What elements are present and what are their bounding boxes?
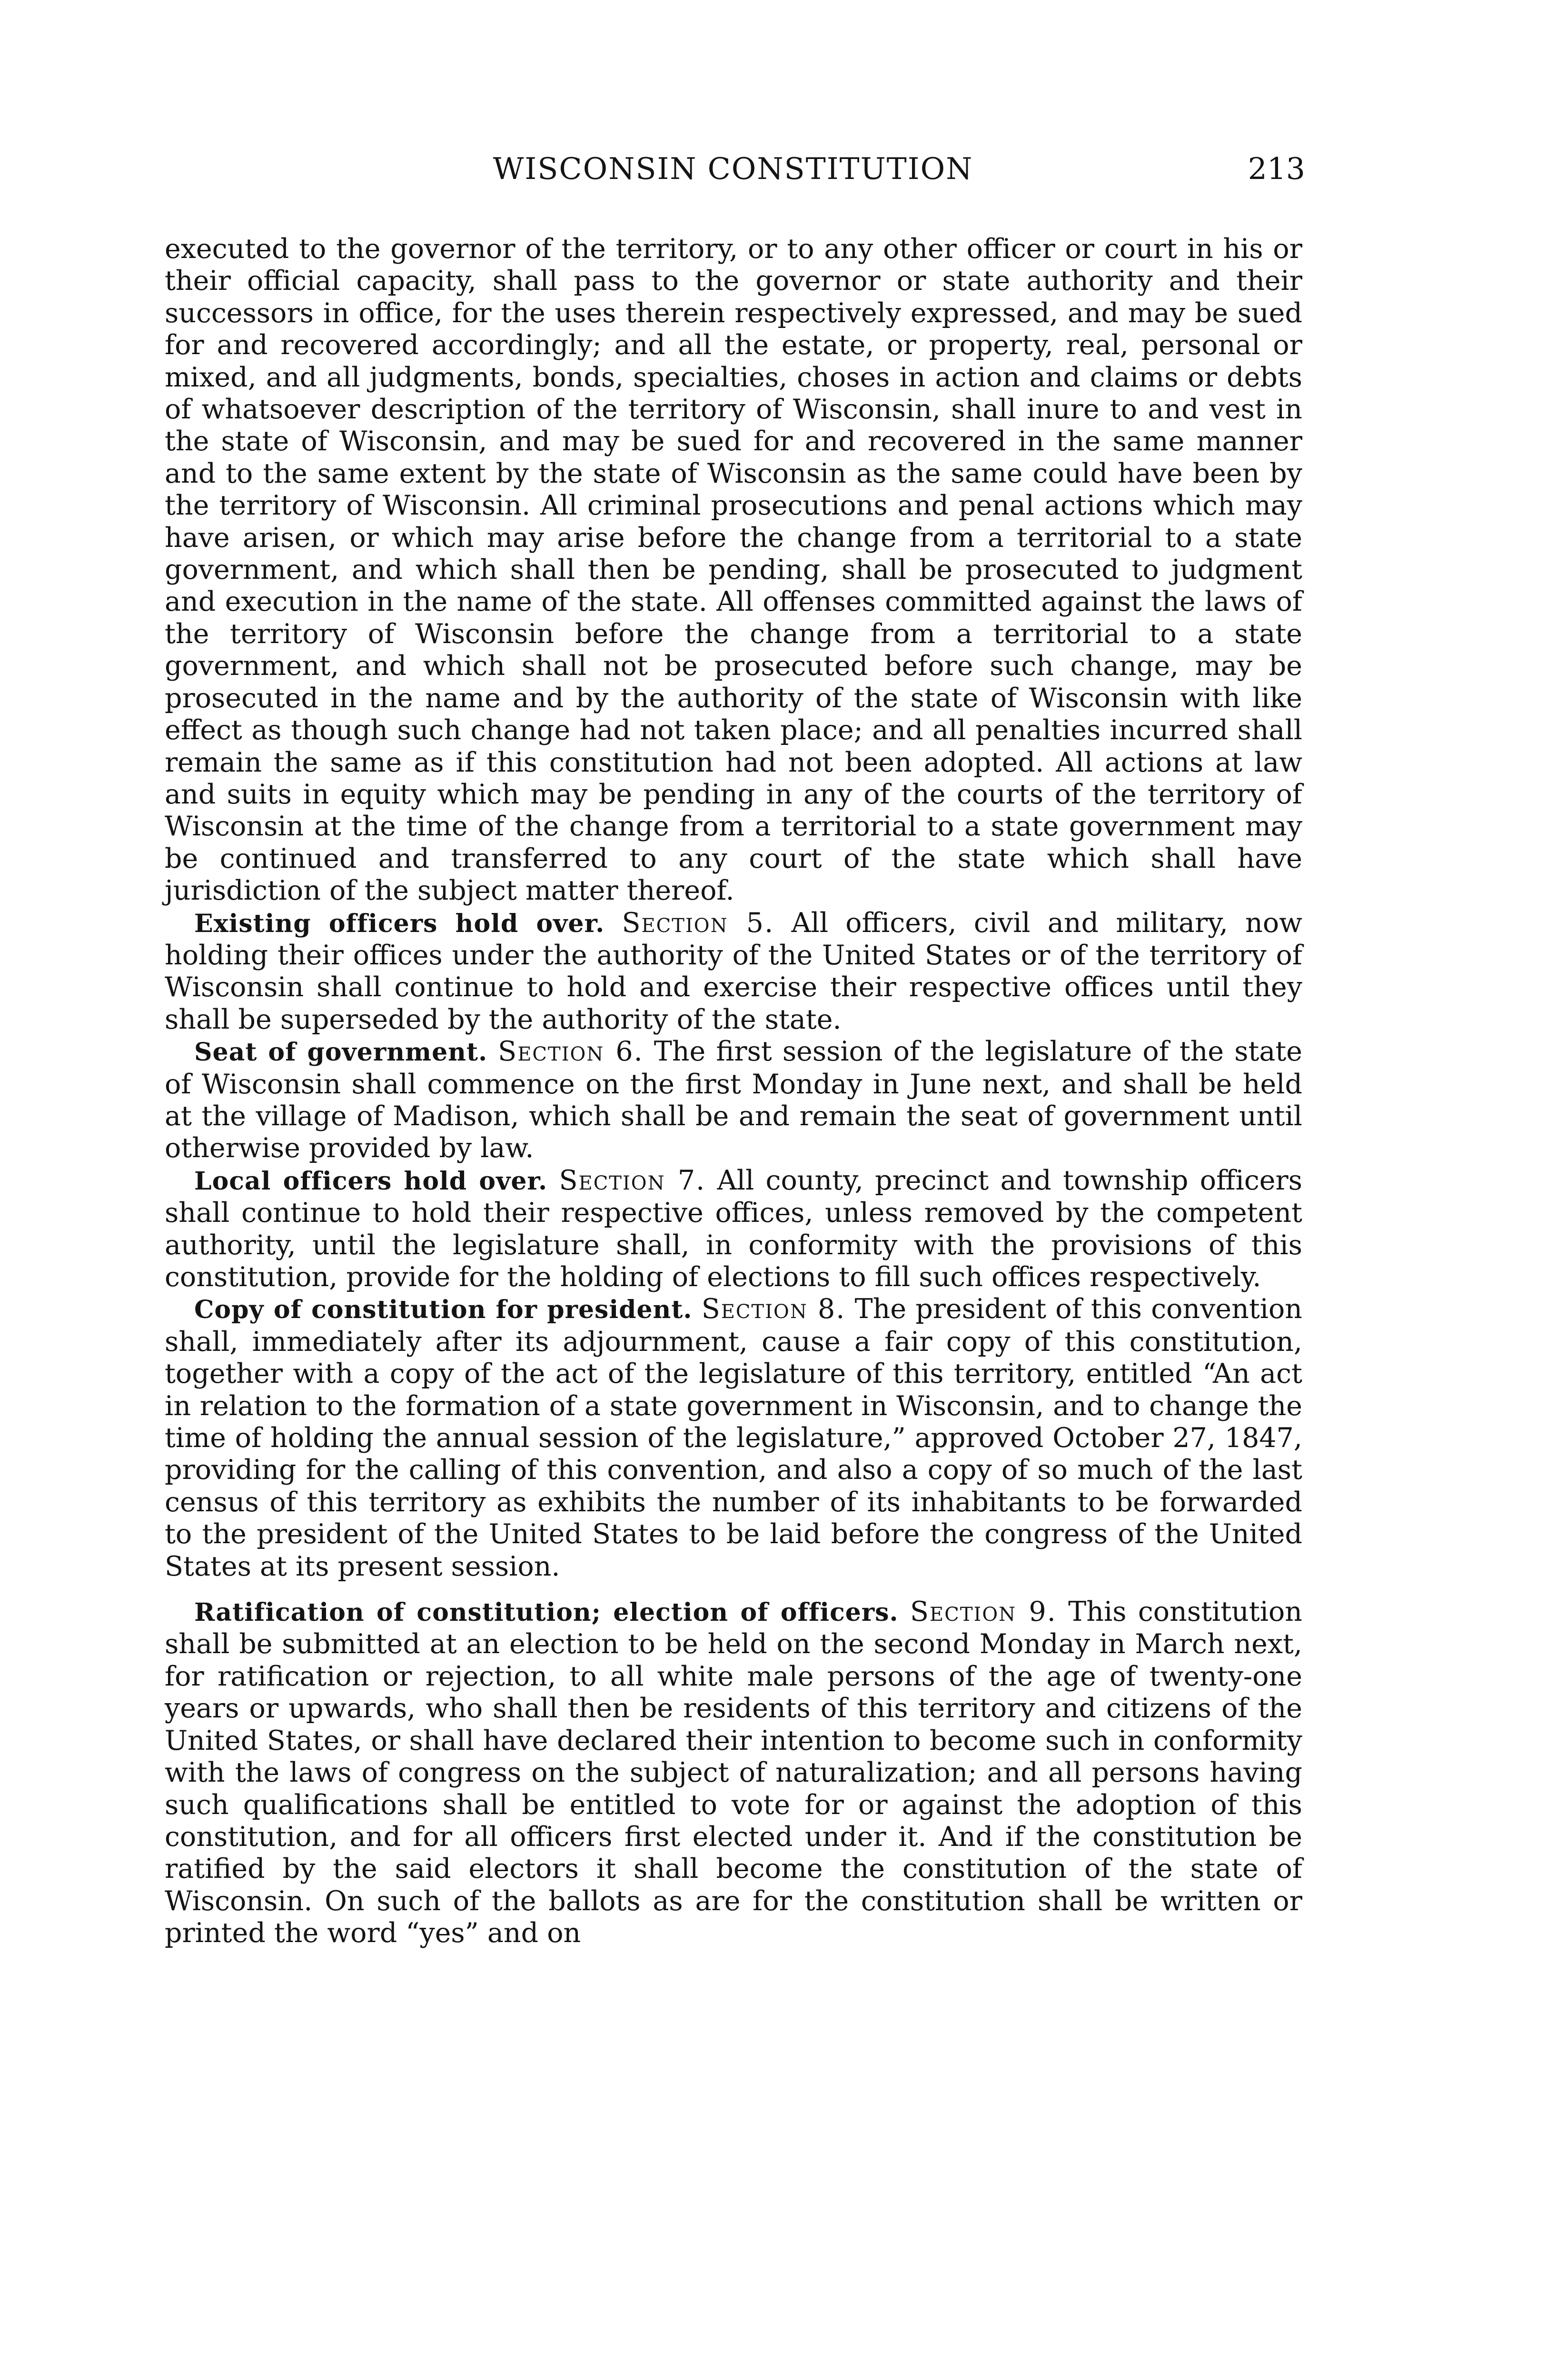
section-7-paragraph xyxy=(165,1165,1302,1294)
body-text xyxy=(165,233,1302,1950)
section-label: Section 9. xyxy=(910,1596,1057,1628)
section-9-paragraph xyxy=(165,1596,1302,1949)
section-label: Section 7. xyxy=(559,1164,706,1196)
section-text: All county, precinct and township officers shall continue to hold their respective offices, unless removed by the competent authority, until the legislature shall, in conformity with the provisions of this constitution, provide for the holding of elections to fill such offices respectively. xyxy=(165,1164,1302,1293)
section-heading: Local officers hold over. xyxy=(194,1166,548,1196)
section-8-paragraph xyxy=(165,1293,1302,1583)
paragraph-text: executed to the governor of the territory, or to any other officer or court in his or their official capacity, shall pass to the governor or state authority and their successors in office, for the uses therein respectively expressed, and may be sued for and recovered accordingly; and all the estate, or property, real, personal or mixed, and all judgments, bonds, specialties, choses in action and claims or debts of whatsoever description of the territory of Wisconsin, shall inure to and vest in the state of Wisconsin, and may be sued for and recovered in the same manner and to the same extent by the state of Wisconsin as the same could have been by the territory of Wisconsin. All criminal prosecutions and penal actions which may have arisen, or which may arise before the change from a territorial to a state government, and which shall then be pending, shall be prosecuted to judgment and execution in the name of the state. All offenses committed against the laws of the territory of Wisconsin before the change from a territorial to a state government, and which shall not be prosecuted before such change, may be prosecuted in the name and by the authority of the state of Wisconsin with like effect as though such change had not taken place; and all penalties incurred shall remain the same as if this constitution had not been adopted. All actions at law and suits in equity which may be pending in any of the courts of the territory of Wisconsin at the time of the change from a territorial to a state government may be continued and transferred to any court of the state which shall have jurisdiction of the subject matter thereof. xyxy=(165,233,1302,907)
section-6-paragraph xyxy=(165,1036,1302,1165)
section-heading: Seat of government. xyxy=(194,1038,488,1067)
section-text: The president of this convention shall, immediately after its adjournment, cause a fair copy of this constitution, together with a copy of the act of the legislature of this territory, entitled “An act in relation to the formation of a state government in Wisconsin, and to change the time of holding the annual session of the legislature,” approved October 27, 1847, providing for the calling of this convention, and also a copy of so much of the last census of this territory as exhibits the number of its inhabitants to be forwarded to the president of the United States to be laid before the congress of the United States at its present session. xyxy=(165,1293,1303,1582)
section-label: Section 5. xyxy=(622,907,774,939)
section-label: Section 8. xyxy=(701,1293,846,1325)
section-label: Section 6. xyxy=(498,1036,644,1068)
section-heading: Ratification of constitution; election of officers. xyxy=(194,1598,899,1627)
paragraph-continuation xyxy=(165,233,1302,907)
running-title: WISCONSIN CONSTITUTION xyxy=(493,151,973,186)
section-text: This constitution shall be submitted at an election to be held on the second Monday in March next, for ratification or rejection, to all white male persons of the age of twenty-one years or upwards, who shall then be residents of this territory and citizens of the United States, or shall have declared their intention to become such in conformity with the laws of congress on the subject of naturalization; and all persons having such qualifications shall be entitled to vote for or against the adoption of this constitution, and for all officers first elected under it. And if the constitution be ratified by the said electors it shall become the constitution of the state of Wisconsin. On such of the ballots as are for the constitution shall be written or printed the word “yes” and on xyxy=(165,1596,1302,1949)
section-text: The first session of the legislature of the state of Wisconsin shall commence on the first Monday in June next, and shall be held at the village of Madison, which shall be and remain the seat of government until otherwise provided by law. xyxy=(165,1036,1303,1164)
section-heading: Existing officers hold over. xyxy=(194,909,605,938)
page-header xyxy=(162,148,1304,190)
section-heading: Copy of constitution for president. xyxy=(194,1295,693,1325)
page-number: 213 xyxy=(1248,151,1305,186)
section-5-paragraph xyxy=(165,907,1302,1036)
section-text: All officers, civil and military, now holding their offices under the authority of the United States or of the territory of Wisconsin shall continue to hold and exercise their respective offices until they shall be superseded by the authority of the state. xyxy=(165,907,1302,1035)
